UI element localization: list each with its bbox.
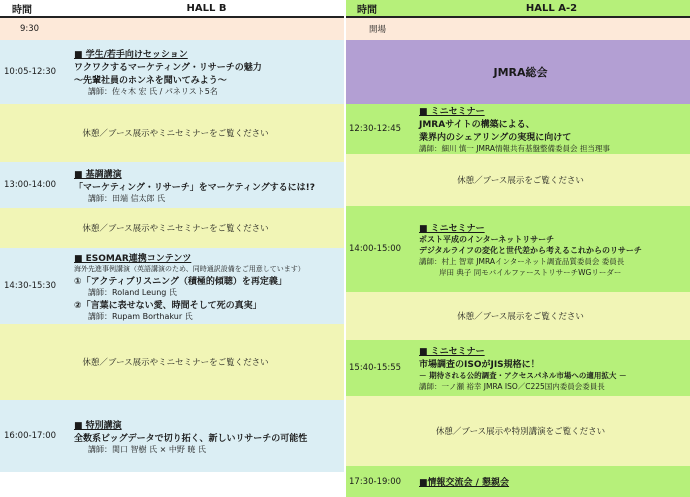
session-line: － 期待される公的調査・アクセスパネル市場への適用拡大 － [419, 371, 627, 380]
session-lecturer: 講師：関口 智樹 氏 × 中野 暁 氏 [88, 444, 206, 454]
hall-a2-column [345, 0, 690, 497]
session-esomar [68, 248, 345, 324]
break-text: 休憩／ブース展示をご覧ください [457, 312, 584, 322]
session-line: ポスト平成のインターネットリサーチ [419, 234, 555, 244]
session-special [68, 400, 345, 472]
session-lecturer: 講師：田端 信太郎 氏 [88, 193, 166, 203]
session-line: 業界内のシェアリングの実現に向けて [419, 133, 572, 143]
session-line: ～先輩社員のホンネを聞いてみよう～ [74, 76, 227, 86]
session-title: ■ ESOMAR連携コンテンツ [74, 253, 192, 264]
session-lecturer: 講師：佐々木 宏 氏 / パネリスト5名 [88, 87, 218, 96]
break-block [345, 154, 690, 206]
session-title: ■ 基調講演 [74, 169, 122, 180]
break-block [0, 324, 345, 400]
session-line: 市場調査のISOがJIS規格に！ [419, 360, 540, 370]
session-time: 16:00-17:00 [0, 400, 68, 472]
break-block [0, 104, 345, 162]
session-title: ■ 特別講演 [74, 420, 122, 431]
general-meeting-block [345, 40, 690, 104]
session-line: ワクワクするマーケティング・リサーチの魅力 [74, 63, 262, 73]
session-title: ■情報交流会 / 懇親会 [419, 478, 510, 488]
opening-row [345, 18, 690, 40]
hall-b-header: HALL B [68, 0, 345, 18]
break-text: 休憩／ブース展示やミニセミナーをご覧ください [82, 129, 269, 139]
mini-seminar-3 [413, 340, 690, 396]
mini-seminar-1 [413, 104, 690, 154]
session-lecturer: 岸田 典子 同モバイルファーストリサーチWGリーダー [439, 267, 622, 277]
session-note: 海外先進事例講演（英語講演のため、同時通訳設備をご用意しています） [74, 264, 305, 273]
break-block [345, 292, 690, 340]
session-time: 13:00-14:00 [0, 162, 68, 208]
session-time: 12:30-12:45 [345, 104, 413, 154]
break-text: 休憩／ブース展示やミニセミナーをご覧ください [82, 224, 269, 234]
session-title: ■ ミニセミナー [419, 107, 485, 117]
break-block [345, 396, 690, 466]
mini-seminar-2 [413, 206, 690, 292]
session-line: ②「言葉に表せない愛、時間そして死の真実」 [74, 300, 262, 311]
time-header: 時間 [0, 0, 68, 18]
opening-label: 開場 [369, 25, 387, 35]
session-title: ■ ミニセミナー [419, 347, 485, 357]
break-block [0, 208, 345, 248]
session-time: 14:00-15:00 [345, 206, 413, 292]
session-line: 「マーケティング・リサーチ」をマーケティングするには!? [74, 182, 315, 193]
session-line: 全数系ビッグデータで切り拓く、新しいリサーチの可能性 [74, 433, 308, 444]
session-line: デジタルライフの変化と世代差から考えるこれからのリサーチ [419, 245, 642, 255]
session-line: JMRAサイトの構築による、 [419, 120, 535, 130]
session-lecturer: 講師：Rupam Borthakur 氏 [88, 311, 193, 321]
hall-a2-header: HALL A-2 [413, 0, 690, 18]
session-lecturer: 講師：細川 慎一 JMRA情報共有基盤整備委員会 担当理事 [419, 144, 610, 153]
session-lecturer: 講師：Roland Leung 氏 [88, 287, 177, 297]
session-title: ■ ミニセミナー [419, 223, 485, 234]
session-lecturer: 講師：村上 智章 JMRAインターネット調査品質委員会 委員長 [419, 256, 625, 266]
session-title: ■ 学生/若手向けセッション [74, 50, 188, 60]
session-time: 15:40-15:55 [345, 340, 413, 396]
session-line: ①「アクティブリスニング（積極的傾聴）を再定義」 [74, 276, 287, 287]
session-lecturer: 講師：一ノ瀬 裕幸 JMRA ISO／C225国内委員会委員長 [419, 382, 605, 391]
time-header: 時間 [345, 0, 413, 18]
session-keynote [68, 162, 345, 208]
session-student [68, 40, 345, 104]
break-text: 休憩／ブース展示やミニセミナーをご覧ください [82, 358, 269, 368]
break-text: 休憩／ブース展示をご覧ください [457, 176, 584, 186]
exchange-party [413, 466, 690, 497]
break-text: 休憩／ブース展示や特別講演をご覧ください [435, 427, 606, 437]
session-time: 10:05-12:30 [0, 40, 68, 104]
general-meeting-label: JMRA総会 [493, 66, 548, 79]
session-time: 14:30-15:30 [0, 248, 68, 324]
opening-time: 9:30 [0, 18, 345, 40]
empty-cell [0, 472, 345, 497]
column-divider [344, 0, 346, 497]
session-time: 17:30-19:00 [345, 466, 413, 497]
